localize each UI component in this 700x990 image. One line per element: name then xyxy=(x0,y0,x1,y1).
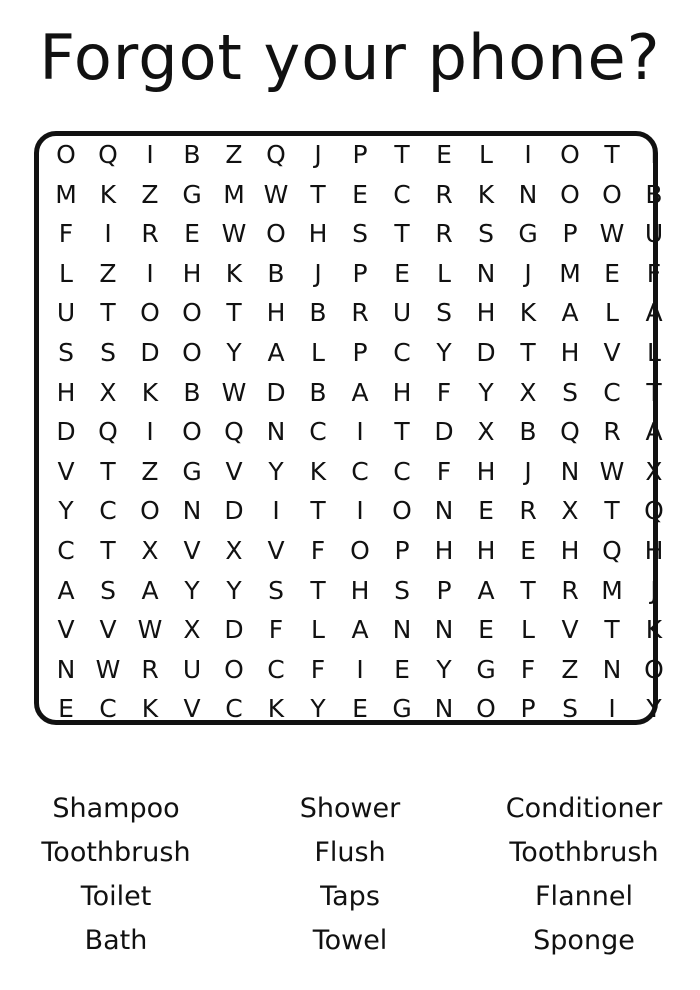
grid-letter: H xyxy=(392,377,412,407)
grid-letter: G xyxy=(392,694,412,724)
grid-letter: C xyxy=(309,417,327,447)
grid-letter: S xyxy=(58,338,74,367)
grid-letter: T xyxy=(646,377,662,407)
grid-letter: Z xyxy=(225,140,243,169)
grid-letter: H xyxy=(476,298,496,328)
grid-letter: G xyxy=(182,456,202,486)
grid-letter: I xyxy=(356,417,364,447)
grid-letter: X xyxy=(141,536,159,565)
grid-letter: S xyxy=(394,575,410,605)
grid-letter: J xyxy=(314,140,322,169)
grid-letter: E xyxy=(352,179,368,209)
grid-letter: V xyxy=(225,456,243,486)
grid-letter: H xyxy=(476,536,496,565)
grid-letter: R xyxy=(603,417,621,447)
grid-letter: I xyxy=(608,694,616,724)
grid-letter: T xyxy=(394,140,410,169)
grid-letter: J xyxy=(524,456,532,486)
grid-letter: H xyxy=(434,536,454,565)
grid-letter: O xyxy=(182,417,202,447)
grid-letter: B xyxy=(309,298,327,328)
grid-letter: H xyxy=(560,338,580,367)
grid-letter: C xyxy=(393,456,411,486)
grid-letter: B xyxy=(267,258,285,288)
grid-letter: E xyxy=(520,536,536,565)
grid-letter: K xyxy=(99,179,117,209)
grid-letter: E xyxy=(478,615,494,645)
grid-letter: S xyxy=(562,694,578,724)
grid-letter: T xyxy=(100,456,116,486)
grid-letter: Q xyxy=(560,417,580,447)
grid-letter: N xyxy=(434,694,454,724)
grid-letter: B xyxy=(309,377,327,407)
grid-letter: Y xyxy=(436,654,452,684)
grid-letter: S xyxy=(268,575,284,605)
grid-letter: V xyxy=(57,456,75,486)
grid-letter: U xyxy=(182,654,202,684)
grid-letter: T xyxy=(226,298,242,328)
grid-letter: P xyxy=(352,258,368,288)
grid-letter: Q xyxy=(224,417,244,447)
grid-letter: X xyxy=(225,536,243,565)
grid-letter: P xyxy=(394,536,410,565)
grid-letter: I xyxy=(650,140,658,169)
grid-letter: T xyxy=(604,496,620,526)
grid-letter: K xyxy=(225,258,243,288)
grid-letter: O xyxy=(602,179,622,209)
grid-letter: D xyxy=(56,417,76,447)
grid-letter: N xyxy=(476,258,496,288)
grid-letter: C xyxy=(267,654,285,684)
grid-letter: O xyxy=(644,654,664,684)
grid-letter: S xyxy=(100,338,116,367)
grid-letter: W xyxy=(95,654,121,684)
grid-letter: C xyxy=(99,496,117,526)
grid-letter: I xyxy=(146,258,154,288)
grid-letter: D xyxy=(140,338,160,367)
grid-letter: U xyxy=(392,298,412,328)
grid-letter: Z xyxy=(141,179,159,209)
grid-letter: L xyxy=(59,258,73,288)
grid-letter: N xyxy=(518,179,538,209)
grid-letter: H xyxy=(56,377,76,407)
grid-letter: E xyxy=(394,654,410,684)
grid-letter: E xyxy=(478,496,494,526)
grid-letter: I xyxy=(272,496,280,526)
grid-letter: Y xyxy=(478,377,494,407)
grid-letter: Z xyxy=(561,654,579,684)
grid-letter: N xyxy=(434,496,454,526)
grid-letter: U xyxy=(644,219,664,249)
word-list-item: Shower xyxy=(299,793,401,824)
grid-letter: G xyxy=(182,179,202,209)
word-list-item: Toothbrush xyxy=(509,837,659,868)
grid-letter: C xyxy=(99,694,117,724)
grid-letter: R xyxy=(435,219,453,249)
grid-letter: K xyxy=(477,179,495,209)
word-list-item: Flush xyxy=(314,837,386,868)
grid-letter: H xyxy=(476,456,496,486)
grid-letter: F xyxy=(310,654,326,684)
grid-letter: T xyxy=(100,536,116,565)
grid-letter: Y xyxy=(58,496,74,526)
grid-letter: O xyxy=(56,140,76,169)
grid-letter: L xyxy=(311,615,325,645)
grid-letter: T xyxy=(310,179,326,209)
grid-letter: H xyxy=(182,258,202,288)
grid-letter: D xyxy=(266,377,286,407)
grid-letter: W xyxy=(221,219,247,249)
grid-letter: A xyxy=(561,298,579,328)
grid-letter: M xyxy=(601,575,623,605)
grid-letter: H xyxy=(560,536,580,565)
grid-letter: N xyxy=(182,496,202,526)
grid-letter: A xyxy=(645,417,663,447)
grid-letter: X xyxy=(99,377,117,407)
grid-letter: T xyxy=(604,140,620,169)
grid-letter: J xyxy=(650,575,658,605)
grid-letter: R xyxy=(351,298,369,328)
grid-letter: A xyxy=(57,575,75,605)
grid-letter: K xyxy=(519,298,537,328)
grid-letter: G xyxy=(476,654,496,684)
grid-letter: O xyxy=(350,536,370,565)
grid-letter: C xyxy=(393,179,411,209)
grid-letter: K xyxy=(141,694,159,724)
grid-letter: V xyxy=(57,615,75,645)
grid-letter: R xyxy=(519,496,537,526)
grid-letter: B xyxy=(183,140,201,169)
grid-letter: M xyxy=(223,179,245,209)
grid-letter: T xyxy=(394,417,410,447)
grid-letter: X xyxy=(561,496,579,526)
grid-letter: N xyxy=(560,456,580,486)
word-list-item: Flannel xyxy=(535,881,633,912)
grid-letter: D xyxy=(224,496,244,526)
grid-letter: B xyxy=(645,179,663,209)
grid-letter: F xyxy=(310,536,326,565)
grid-letter: Z xyxy=(141,456,159,486)
grid-letter: T xyxy=(604,615,620,645)
grid-letter: X xyxy=(477,417,495,447)
grid-letter: R xyxy=(561,575,579,605)
grid-letter: K xyxy=(141,377,159,407)
grid-letter: P xyxy=(352,338,368,367)
grid-letter: V xyxy=(561,615,579,645)
grid-letter: P xyxy=(520,694,536,724)
grid-letter: B xyxy=(519,417,537,447)
grid-letter: N xyxy=(56,654,76,684)
grid-letter: J xyxy=(314,258,322,288)
grid-letter: E xyxy=(394,258,410,288)
word-list-item: Sponge xyxy=(533,925,635,956)
grid-letter: W xyxy=(599,219,625,249)
grid-letter: T xyxy=(100,298,116,328)
grid-letter: B xyxy=(183,377,201,407)
grid-letter: D xyxy=(476,338,496,367)
grid-letter: C xyxy=(603,377,621,407)
grid-letter: Q xyxy=(98,140,118,169)
grid-letter: G xyxy=(518,219,538,249)
grid-letter: K xyxy=(645,615,663,645)
grid-letter: X xyxy=(519,377,537,407)
grid-letter: C xyxy=(225,694,243,724)
grid-letter: P xyxy=(562,219,578,249)
grid-letter: A xyxy=(477,575,495,605)
grid-letter: O xyxy=(476,694,496,724)
grid-letter: O xyxy=(182,338,202,367)
grid-letter: Y xyxy=(268,456,284,486)
grid-letter: O xyxy=(560,179,580,209)
grid-letter: A xyxy=(645,298,663,328)
grid-letter: T xyxy=(310,575,326,605)
word-list-item: Shampoo xyxy=(52,793,180,824)
grid-letter: L xyxy=(605,298,619,328)
grid-letter: V xyxy=(603,338,621,367)
grid-letter: Y xyxy=(226,338,242,367)
grid-letter: T xyxy=(520,338,536,367)
grid-letter: Y xyxy=(436,338,452,367)
grid-letter: L xyxy=(311,338,325,367)
grid-letter: F xyxy=(646,258,662,288)
page-title: Forgot your phone? xyxy=(39,21,661,94)
grid-letter: K xyxy=(309,456,327,486)
grid-letter: H xyxy=(644,536,664,565)
grid-letter: C xyxy=(57,536,75,565)
grid-letter: X xyxy=(645,456,663,486)
grid-letter: O xyxy=(392,496,412,526)
grid-letter: A xyxy=(351,377,369,407)
word-list-item: Toothbrush xyxy=(41,837,191,868)
grid-letter: H xyxy=(350,575,370,605)
grid-letter: I xyxy=(356,496,364,526)
grid-letter: U xyxy=(56,298,76,328)
grid-letter: D xyxy=(434,417,454,447)
grid-letter: V xyxy=(183,694,201,724)
grid-letter: E xyxy=(58,694,74,724)
grid-letter: F xyxy=(436,456,452,486)
grid-letter: C xyxy=(351,456,369,486)
grid-letter: A xyxy=(351,615,369,645)
grid-letter: N xyxy=(602,654,622,684)
grid-letter: O xyxy=(224,654,244,684)
grid-letter: Q xyxy=(266,140,286,169)
grid-letter: Y xyxy=(184,575,200,605)
grid-letter: M xyxy=(559,258,581,288)
grid-letter: V xyxy=(267,536,285,565)
word-list-item: Towel xyxy=(312,925,388,956)
grid-letter: M xyxy=(55,179,77,209)
grid-letter: R xyxy=(141,219,159,249)
grid-letter: F xyxy=(520,654,536,684)
grid-letter: I xyxy=(146,140,154,169)
grid-letter: S xyxy=(562,377,578,407)
grid-letter: E xyxy=(352,694,368,724)
grid-letter: I xyxy=(356,654,364,684)
grid-letter: R xyxy=(435,179,453,209)
grid-letter: E xyxy=(604,258,620,288)
grid-letter: X xyxy=(183,615,201,645)
grid-letter: O xyxy=(182,298,202,328)
grid-letter: E xyxy=(436,140,452,169)
grid-letter: S xyxy=(478,219,494,249)
grid-letter: O xyxy=(560,140,580,169)
grid-letter: L xyxy=(521,615,535,645)
grid-letter: L xyxy=(437,258,451,288)
grid-letter: I xyxy=(524,140,532,169)
grid-letter: H xyxy=(308,219,328,249)
grid-letter: R xyxy=(141,654,159,684)
grid-letter: S xyxy=(100,575,116,605)
grid-letter: P xyxy=(436,575,452,605)
grid-letter: A xyxy=(141,575,159,605)
grid-letter: C xyxy=(393,338,411,367)
grid-letter: N xyxy=(392,615,412,645)
grid-letter: P xyxy=(352,140,368,169)
word-list-item: Conditioner xyxy=(505,793,663,824)
grid-letter: J xyxy=(524,258,532,288)
grid-letter: F xyxy=(58,219,74,249)
grid-letter: S xyxy=(352,219,368,249)
grid-letter: W xyxy=(221,377,247,407)
grid-letter: O xyxy=(140,496,160,526)
grid-letter: V xyxy=(99,615,117,645)
word-list-item: Toilet xyxy=(80,881,152,912)
grid-letter: T xyxy=(520,575,536,605)
grid-letter: F xyxy=(436,377,452,407)
grid-letter: V xyxy=(183,536,201,565)
word-list-item: Taps xyxy=(320,881,380,912)
grid-letter: D xyxy=(224,615,244,645)
grid-letter: K xyxy=(267,694,285,724)
grid-letter: O xyxy=(140,298,160,328)
grid-letter: N xyxy=(266,417,286,447)
grid-letter: I xyxy=(104,219,112,249)
grid-letter: F xyxy=(268,615,284,645)
grid-letter: Y xyxy=(310,694,326,724)
grid-letter: Z xyxy=(99,258,117,288)
grid-letter: W xyxy=(263,179,289,209)
grid-letter: Y xyxy=(226,575,242,605)
grid-letter: Q xyxy=(602,536,622,565)
grid-letter: O xyxy=(266,219,286,249)
grid-letter: T xyxy=(394,219,410,249)
grid-letter: Q xyxy=(98,417,118,447)
grid-letter: Y xyxy=(646,694,662,724)
grid-letter: I xyxy=(146,417,154,447)
grid-letter: N xyxy=(434,615,454,645)
grid-letter: L xyxy=(479,140,493,169)
grid-letter: E xyxy=(184,219,200,249)
grid-letter: A xyxy=(267,338,285,367)
grid-letter: W xyxy=(599,456,625,486)
grid-letter: H xyxy=(266,298,286,328)
grid-letter: T xyxy=(310,496,326,526)
grid-letter: W xyxy=(137,615,163,645)
grid-letter: S xyxy=(436,298,452,328)
word-list-item: Bath xyxy=(84,925,148,956)
grid-letter: Q xyxy=(644,496,664,526)
grid-letter: L xyxy=(647,338,661,367)
